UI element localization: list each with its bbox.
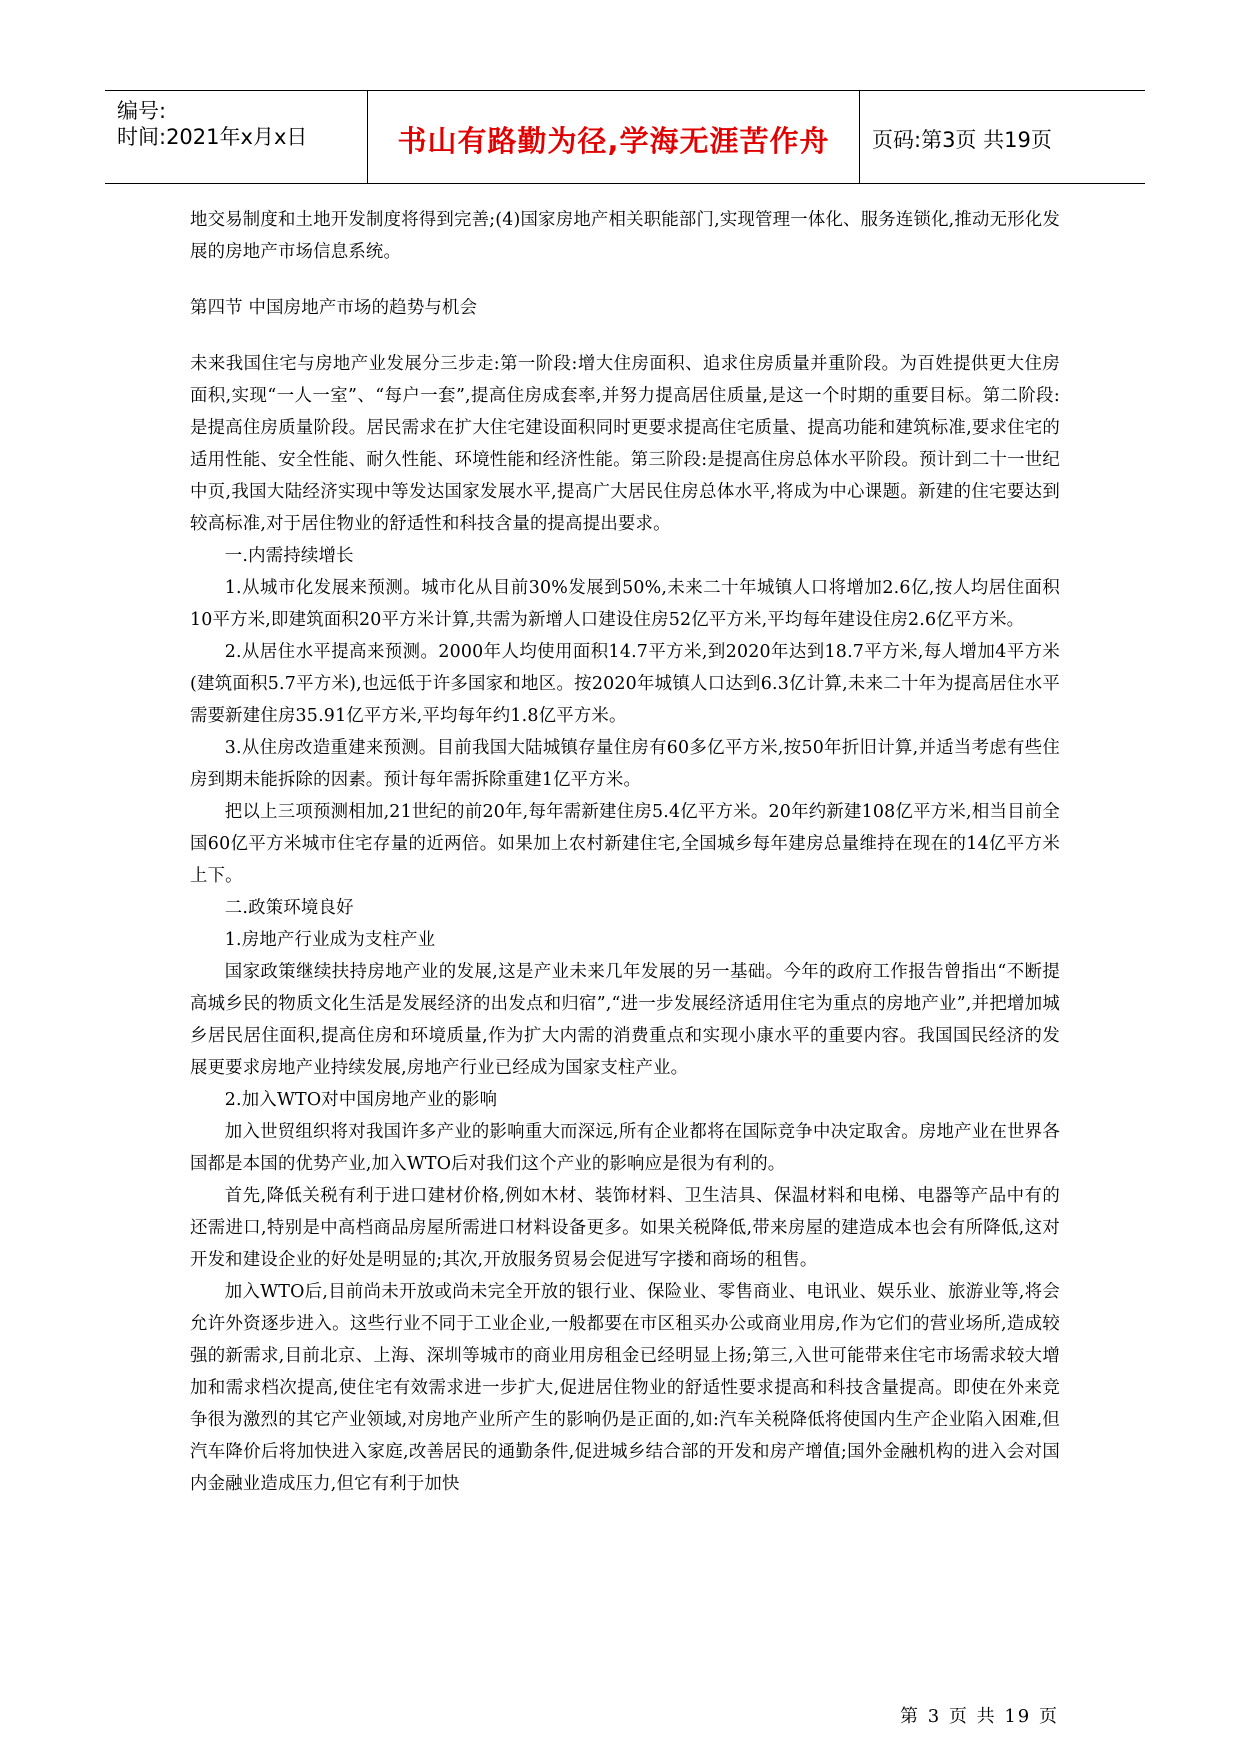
paragraph: 首先,降低关税有利于进口建材价格,例如木材、装饰材料、卫生洁具、保温材料和电梯、电器等产品中有的还需进口,特别是中高档商品房屋所需进口材料设备更多。如果关税降低,带来房屋的建造成本也会有所降低,这对开发和建设企业的好处是明显的;其次,开放服务贸易会促进写字搂和商场的租售。 (190, 1186, 1060, 1270)
subheading: 1.房地产行业成为支柱产业 (224, 930, 436, 950)
header-page-number: 页码:第3页 共19页 (872, 128, 1052, 152)
paragraph: 加入世贸组织将对我国许多产业的影响重大而深远,所有企业都将在国际竞争中决定取舍。房地产业在世界各国都是本国的优势产业,加入WTO后对我们这个产业的影响应是很为有利的。 (190, 1122, 1060, 1174)
page-header (105, 90, 1145, 184)
header-motto: 书山有路勤为径,学海无涯苦作舟 (397, 124, 830, 158)
document-body (190, 204, 1060, 1500)
header-page-cell (860, 91, 1145, 183)
paragraph: 3.从住房改造重建来预测。目前我国大陆城镇存量住房有60多亿平方米,按50年折旧计算,并适当考虑有些住房到期未能拆除的因素。预计每年需拆除重建1亿平方米。 (190, 738, 1060, 790)
subheading: 一.内需持续增长 (224, 546, 354, 566)
paragraph: 1.从城市化发展来预测。城市化从目前30%发展到50%,未来二十年城镇人口将增加2.6亿,按人均居住面积10平方米,即建筑面积20平方米计算,共需为新增人口建设住房52亿平方米,平均每年建设住房2.6亿平方米。 (190, 578, 1060, 630)
paragraph: 国家政策继续扶持房地产业的发展,这是产业未来几年发展的另一基础。今年的政府工作报告曾指出“不断提高城乡民的物质文化生活是发展经济的出发点和归宿”,“进一步发展经济适用住宅为重点的房地产业”,并把增加城乡居民居住面积,提高住房和环境质量,作为扩大内需的消费重点和实现小康水平的重要内容。我国国民经济的发展更要求房地产业持续发展,房地产行业已经成为国家支柱产业。 (190, 962, 1060, 1078)
header-info-cell (105, 91, 368, 183)
paragraph: 未来我国住宅与房地产业发展分三步走:第一阶段:增大住房面积、追求住房质量并重阶段。为百姓提供更大住房面积,实现“一人一室”、“每户一套”,提高住房成套率,并努力提高居住质量,是这一个时期的重要目标。第二阶段:是提高住房质量阶段。居民需求在扩大住宅建设面积同时更要求提高住宅质量、提高功能和建筑标准,要求住宅的适用性能、安全性能、耐久性能、环境性能和经济性能。第三阶段:是提高住房总体水平阶段。预计到二十一世纪中页,我国大陆经济实现中等发达国家发展水平,提高广大居民住房总体水平,将成为中心课题。新建的住宅要达到较高标准,对于居住物业的舒适性和科技含量的提高提出要求。 (190, 354, 1060, 534)
paragraph: 2.从居住水平提高来预测。2000年人均使用面积14.7平方米,到2020年达到18.7平方米,每人增加4平方米(建筑面积5.7平方米),也远低于许多国家和地区。按2020年城镇人口达到6.3亿计算,未来二十年为提高居住水平需要新建住房35.91亿平方米,平均每年约1.8亿平方米。 (190, 642, 1060, 726)
document-time-label: 时间:2021年x月x日 (117, 125, 308, 149)
page-footer-number: 第 3 页 共 19 页 (900, 1706, 1059, 1727)
paragraph: 加入WTO后,目前尚未开放或尚未完全开放的银行业、保险业、零售商业、电讯业、娱乐业、旅游业等,将会允许外资逐步进入。这些行业不同于工业企业,一般都要在市区租买办公或商业用房,作为它们的营业场所,造成较强的新需求,目前北京、上海、深圳等城市的商业用房租金已经明显上扬;第三,入世可能带来住宅市场需求较大增加和需求档次提高,使住宅有效需求进一步扩大,促进居住物业的舒适性要求提高和科技含量提高。即使在外来竞争很为激烈的其它产业领域,对房地产业所产生的影响仍是正面的,如:汽车关税降低将使国内生产企业陷入困难,但汽车降价后将加快进入家庭,改善居民的通勤条件,促进城乡结合部的开发和房产增值;国外金融机构的进入会对国内金融业造成压力,但它有利于加快 (190, 1282, 1060, 1494)
section-title: 第四节 中国房地产市场的趋势与机会 (190, 298, 478, 318)
subheading: 2.加入WTO对中国房地产业的影响 (224, 1090, 498, 1110)
paragraph: 把以上三项预测相加,21世纪的前20年,每年需新建住房5.4亿平方米。20年约新建108亿平方米,相当目前全国60亿平方米城市住宅存量的近两倍。如果加上农村新建住宅,全国城乡每年建房总量维持在现在的14亿平方米上下。 (190, 802, 1060, 886)
subheading: 二.政策环境良好 (224, 898, 354, 918)
header-motto-cell (368, 91, 860, 183)
paragraph: 地交易制度和土地开发制度将得到完善;(4)国家房地产相关职能部门,实现管理一体化、服务连锁化,推动无形化发展的房地产市场信息系统。 (190, 210, 1060, 262)
document-number-label: 编号: (117, 99, 167, 123)
